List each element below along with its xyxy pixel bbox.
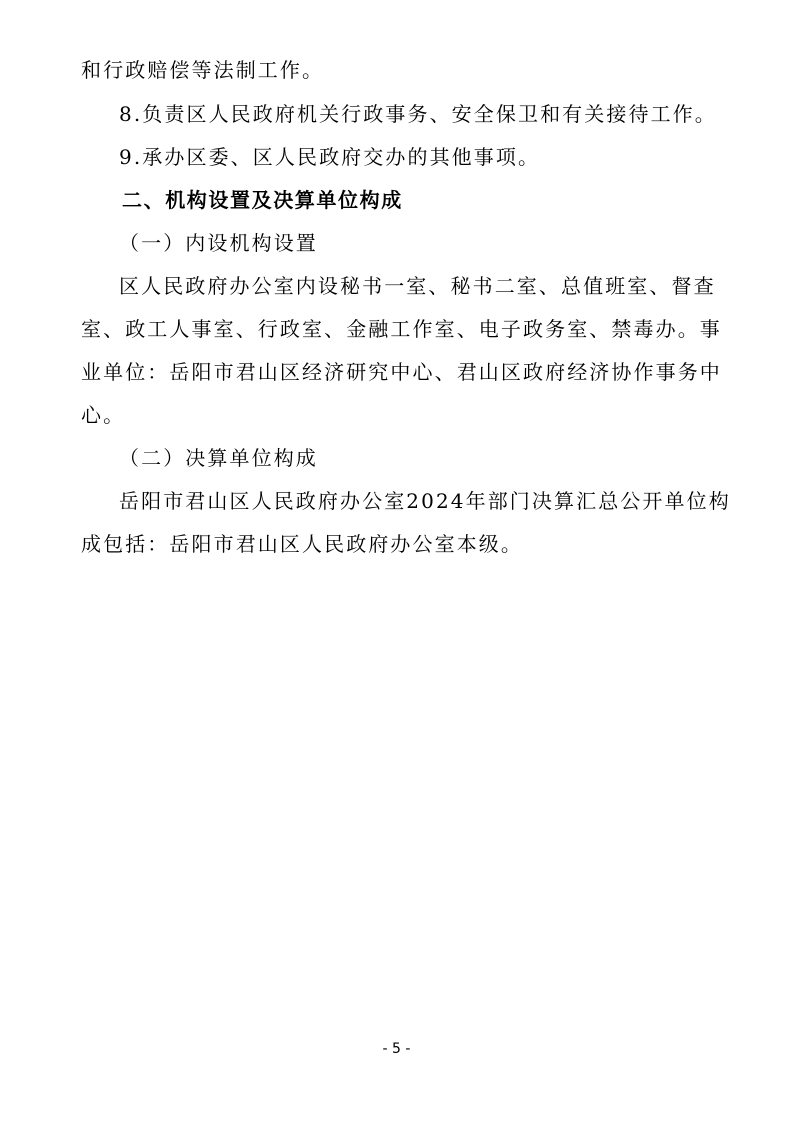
- page-number: - 5 -: [382, 1041, 411, 1057]
- body-text-line: 岳阳市君山区人民政府办公室2024年部门决算汇总公开单位构: [119, 489, 731, 513]
- body-text-line: 成包括：岳阳市君山区人民政府办公室本级。: [81, 532, 523, 556]
- body-text-line: 业单位：岳阳市君山区经济研究中心、君山区政府经济协作事务中: [81, 360, 722, 384]
- section-heading: 二、机构设置及决算单位构成: [122, 188, 403, 212]
- subsection-heading-2: （二）决算单位构成: [119, 446, 318, 470]
- body-text-line: 区人民政府办公室内设秘书一室、秘书二室、总值班室、督查: [119, 274, 716, 298]
- subsection-heading-1: （一）内设机构设置: [119, 231, 318, 255]
- body-text-line: 心。: [81, 403, 126, 427]
- body-text-line: 和行政赔偿等法制工作。: [81, 58, 325, 82]
- body-text-line: 室、政工人事室、行政室、金融工作室、电子政务室、禁毒办。事: [81, 317, 722, 341]
- list-item-9: 9.承办区委、区人民政府交办的其他事项。: [119, 145, 541, 169]
- list-item-8: 8.负责区人民政府机关行政事务、安全保卫和有关接待工作。: [119, 102, 717, 126]
